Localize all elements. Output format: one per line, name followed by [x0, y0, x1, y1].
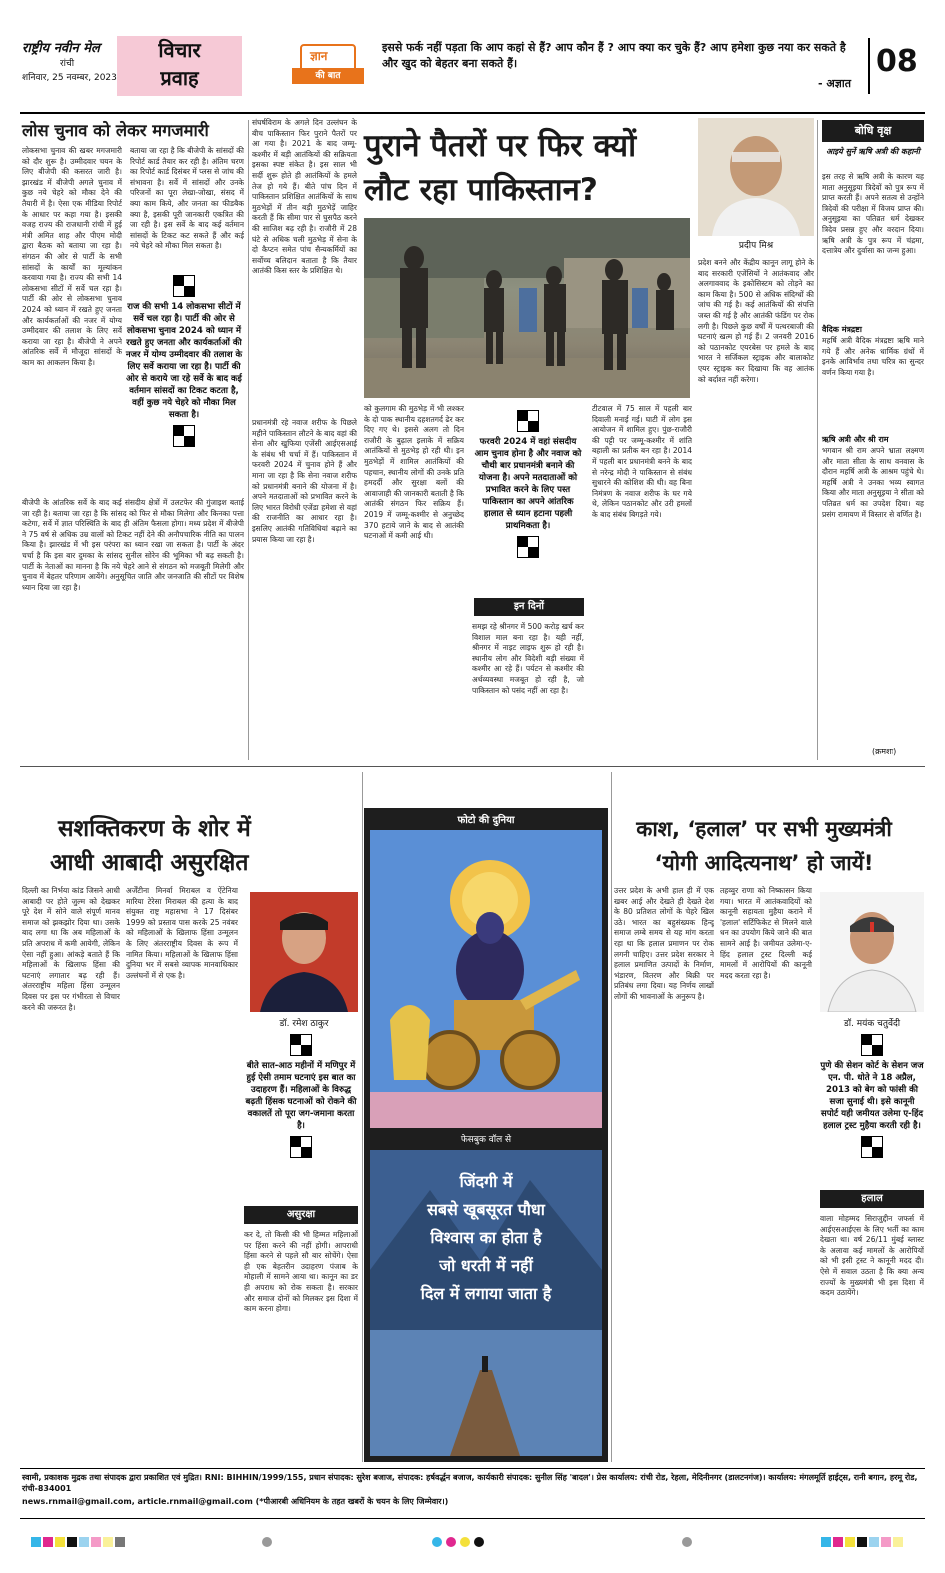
poem-card: [370, 1150, 602, 1456]
photo-feature: [364, 808, 608, 1462]
color-swatches: [820, 1532, 904, 1551]
article-body: तहव्वुर राणा को निष्कासन किया गया। भारत में आतंकवादियों को कानूनी सहायता मुहैया कराने में 'हलाल' सर्टिफिकेट से मिलने वाले धन का उपयोग किये जाने की बात सामने आई है। जमीयत उलेमा-ए-हिंद हलाल ट्रस्ट दिल्ली कई मामलों में आरोपियों की कानूनी मदद करता रहा है।: [720, 886, 812, 980]
article-quote: [124, 275, 244, 447]
article-headline-2: आधी आबादी असुरक्षित: [50, 850, 249, 876]
article-quote: [244, 1034, 358, 1158]
pull-quote: बीते सात-आठ महीनों में मणिपुर में हुई ऐसी तमाम घटनाएं इस बात का उदाहरण हैं। महिलाओं के विरुद्ध बढ़ती हिंसक घटनाओं को रोकने की वकालतें तो पूरा जग-जमाना करता है।: [245, 1061, 357, 1131]
section-label-top: विचार: [158, 38, 201, 62]
quote-mark-icon: [290, 1034, 312, 1056]
article-body: प्रदेश बनने और केंद्रीय कानून लागू होने के बाद सरकारी एजेंसियों ने आतंकवाद और अलगाववाद के इकोसिस्टम को तोड़ने का काम किया है। 500 से अधिक संदिग्धों की जांच की गई है। कई आतंकियों की संपत्ति जब्त की गई है और आतंकी फंडिंग पर रोक लगी है। पिछले कुछ वर्षों में पत्थरबाजी की घटनाएं खत्म हो गई हैं। 2 जनवरी 2016 को पठानकोट एयरबेस पर हमले के बाद भारत ने सर्जिकल स्ट्राइक और बालाकोट एयर स्ट्राइक कर दिखाया कि वह आतंक को बर्दाश्त नहीं करेगा।: [698, 258, 814, 384]
article-quote: [820, 1034, 924, 1158]
poem-line: विश्वास का होता है: [430, 1228, 542, 1247]
article-body: दिल्ली का निर्भया कांड जिसने आधी आबादी पर होते जुल्म को देखकर पूरे देश में सोने वाले संपूर्ण मानव समाज को झकझोर दिया था। उसके बाद लगा था कि अब महिलाओं के प्रति अपराध में कमी आयेगी, लेकिन ऐसा नहीं हुआ। आंकड़े बताते हैं कि महिलाओं के खिलाफ हिंसा की घटनाएं लगातार बढ़ रही हैं। अंतरराष्ट्रीय महिला हिंसा उन्मूलन दिवस पर इस पर गंभीरता से विचार करने की जरूरत है।: [22, 886, 120, 1012]
article-headline: लोस चुनाव को लेकर मगजमारी: [22, 121, 209, 140]
footer-imprint: [22, 1472, 924, 1507]
column-subtitle: आइये सुनें ऋषि अत्री की कहानी: [826, 147, 920, 156]
book-icon: [300, 44, 356, 70]
column-body: भगवान श्री राम अपने भ्राता लक्ष्मण और माता सीता के साथ वनवास के दौरान महर्षि अत्री के आश्रम पहुंचे थे। महर्षि अत्री ने उनका भव्य स्वागत किया और माता अनुसूइया ने सीता को पतिव्रत धर्म का उपदेश दिया। यह प्रसंग रामायण में विस्तार से वर्णित है।: [822, 446, 924, 519]
author-name: डॉ. रमेश ठाकुर: [279, 1019, 329, 1029]
quote-mark-icon: [173, 275, 195, 297]
bodh-vriksh-column: [822, 120, 924, 760]
poem-line: जो धरती में नहीं: [439, 1256, 533, 1275]
pull-quote: राज की सभी 14 लोकसभा सीटों में सर्वे चल रहा है। पार्टी की ओर से लोकसभा चुनाव 2024 को ध्यान में रखते हुए जनता और कार्यकर्ताओं की नजर में योग्य उम्मीदवार की तलाश के लिए सर्वे कराया जा रहा है। पार्टी की ओर से कराये जा रहे सर्वे के बाद कई वर्तमान सांसदों का टिकट कटता है, वहीं कुछ नये चेहरे को मौका मिल सकता है।: [125, 302, 243, 420]
article-headline-1: पुराने पैतरों पर फिर क्यों: [364, 128, 637, 164]
author-portrait: [698, 118, 814, 236]
quote-mark-icon: [517, 410, 539, 432]
article-headline-2: लौट रहा पाकिस्तान?: [364, 172, 598, 208]
gyan-logo-bottom: की बात: [292, 68, 364, 84]
article-body: बीजेपी के आंतरिक सर्वे के बाद कई संसदीय क्षेत्रों में उलटफेर की गुंजाइश बताई जा रही है। बताया जा रहा है कि सांसद को फिर से मौका मिलेगा और किनका पत्ता कटेगा, सर्वे में ज्ञात परिस्थिति के बाद ही अंतिम फैसला होगा। मध्य प्रदेश में बीजेपी ने 75 वर्ष से अधिक उम्र वालों को टिकट नहीं देने की अनौपचारिक नीति का पालन किया है। झारखंड में भी इस परंपरा का ध्यान रखा जा सकता है। पार्टी के अंदर चर्चा है कि इस बार दुमका के सांसद सुनील सोरेन की भूमिका भी बढ़ सकती है। पार्टी के नेताओं का मानना है कि नये चेहरे आने से संगठन को मजबूती मिलेगी और चुनाव में बेहतर परिणाम आयेंगे। अनुसूचित जाति और जनजाति की सीटों पर विशेष ध्यान दिया जा रहा है।: [22, 498, 244, 592]
masthead-quote: इससे फर्क नहीं पड़ता कि आप कहां से हैं? आप कौन हैं ? आप क्या कर चुके हैं? आप हमेशा कुछ नया कर सकते है और खुद को बेहतर बना सकते हैं।: [382, 41, 846, 70]
column-body: महर्षि अत्री वैदिक मंत्रद्रष्टा ऋषि माने गये हैं और अनेक धार्मिक ग्रंथों में इनके आविर्भाव तथा चरित्र का सुन्दर वर्णन किया गया है।: [822, 336, 924, 377]
photo-feature-title: फोटो की दुनिया: [457, 815, 515, 826]
column-tag: इन दिनों: [474, 598, 584, 616]
article-body: बताया जा रहा है कि बीजेपी के सांसदों की रिपोर्ट कार्ड तैयार कर रही है। अंतिम चरण का रिपोर्ट कार्ड दिसंबर में प्लस से जांच की संभावना है। सर्वे में सांसदों और उनके परिजनों का पूरा लेखा-जोखा, संसद में क्या काम किये, और जनता का फीडबैक क्या है, इसकी पूरी जानकारी एकत्रित की जा रही है। इस सर्वे के बाद कई वर्तमान सांसदों के टिकट कट सकते हैं और कई नये चेहरे को मौका मिल सकता है।: [130, 146, 244, 251]
soldiers-illustration: [364, 218, 690, 398]
column-title: बोधि वृक्ष: [822, 120, 924, 142]
pull-quote: फरवरी 2024 में वहां संसदीय आम चुनाव होना है और नवाज को चौथी बार प्रधानमंत्री बनाने की योजना है। अपने मतदाताओं को प्रभावित करने के लिए पस्त पाकिस्तान का अपने आंतरिक हालात से ध्यान हटाना पहली प्राथमिकता है।: [474, 437, 582, 531]
registration-dot: [260, 1532, 274, 1551]
column-credit: (क्रमशः): [872, 747, 897, 756]
author-photo: [250, 892, 358, 1012]
article-headline-1: सशक्तिकरण के शोर में: [58, 816, 251, 842]
poem-line: सबसे खूबसूरत पौधा: [427, 1200, 545, 1219]
author-photo: [698, 118, 814, 236]
article-body: को कुलगाम की मुठभेड़ में भी लश्कर के दो पाक स्थानीय दहशतगर्द ढेर कर दिए गए थे। इससे अलग तो दिन राजौरी के बुढ़ाल इलाके में सक्रिय आतंकियों से मुठभेड़ हो रही थी। इन मुठभेड़ों में शामिल आतंकियों की पहचान, स्थानीय लोगों की उनके प्रति हमदर्दी और सुरक्षा बलों की आवाजाही की जानकारी बताती है कि आतंकी संगठन फिर सक्रिय हैं। 2019 में जम्मू-कश्मीर से अनुच्छेद 370 हटाये जाने के बाद से आतंकी घटनाओं में कमी आई थी।: [364, 404, 464, 541]
city: रांची: [60, 59, 75, 69]
photo-caption: फेसबुक वॉल से: [460, 1135, 512, 1145]
article-body: प्रधानमंत्री रहे नवाज शरीफ के पिछले महीने पाकिस्तान लौटने के बाद वहां की सेना और खुफिया एजेंसी आईएसआई के संबंध भी चर्चा में हैं। पाकिस्तान में फरवरी 2024 में चुनाव होने हैं और माना जा रहा है कि सेना नवाज शरीफ को प्रधानमंत्री बनाने की योजना में है। अपने मतदाताओं को प्रभावित करने के लिए भारत विरोधी एजेंडा हमेशा से वहां की राजनीति का आधार रहा है। इसलिए आतंकी गतिविधियां बढ़ाने का प्रयास किया जा रहा है।: [252, 418, 357, 544]
registration-dot: [680, 1532, 694, 1551]
article-body: समझ रहे श्रीनगर में 500 करोड़ खर्च कर विशाल माल बना रहा है। यही नहीं, श्रीनगर में नाइट लाइफ शुरू हो रही है। स्थानीय लोग और विदेशी बड़ी संख्या में कश्मीर आ रहे हैं। पर्यटन से कश्मीर की अर्थव्यवस्था मजबूत हो रही है, जो पाकिस्तान को पसंद नहीं आ रहा है।: [472, 622, 584, 695]
article-body: अर्जेंटीना मिनर्वा मिराबल व ऐंटेनिया मारिया टेरेसा मिराबल की हत्या के बाद संयुक्त राष्ट्र महासभा ने 17 दिसंबर 1999 को प्रस्ताव पास करके 25 नवंबर को महिलाओं के खिलाफ हिंसा उन्मूलन के लिए अंतरराष्ट्रीय दिवस के रूप में नामित किया। महिलाओं के खिलाफ हिंसा दुनिया भर में सबसे व्यापक मानवाधिकार उल्लंघनों में से एक है।: [126, 886, 238, 980]
article-quote: [472, 410, 584, 558]
section-label: [117, 36, 242, 96]
quote-mark-icon: [517, 536, 539, 558]
color-registration-strip: [20, 1530, 925, 1550]
gyan-logo-top: ज्ञान: [310, 49, 328, 63]
author-name: प्रदीप मिश्र: [738, 241, 774, 251]
issue-date: शनिवार, 25 नवम्बर, 2023: [22, 73, 117, 83]
article-body: वाला मोहम्मद सिराजुद्दीन जफर्स में आईएसआईएस के लिए भर्ती का काम देखता था। वर्ष 26/11 मुंबई ब्लास्ट के अलावा कई मामलों के आरोपियों को भी इसी ट्रस्ट ने कानूनी मदद दी। ऐसे में सवाल उठता है कि क्या अन्य राज्यों के मुख्यमंत्री भी इस दिशा में कदम उठायेंगे।: [820, 1214, 924, 1298]
masthead: [0, 0, 945, 100]
article-body: उत्तर प्रदेश के अभी हाल ही में एक खबर आई और देखते ही देखते देश के 80 प्रतिशत लोगों के चेहरे खिल उठे। भारत का बहुसंख्यक हिन्दू समाज लम्बे समय से यह मांग करता रहा था कि हलाल प्रमाणन पर रोक लगनी चाहिए। उत्तर प्रदेश सरकार ने हलाल प्रमाणित उत्पादों के निर्माण, भंडारण, वितरण और बिक्री पर प्रतिबंध लगा दिया। यह निर्णय लाखों लोगों की भावनाओं के अनुरूप है।: [614, 886, 714, 1001]
author-portrait: [250, 892, 358, 1012]
quote-mark-icon: [861, 1034, 883, 1056]
article-loksabha: [22, 120, 244, 760]
article-body: कर दे, तो किसी की भी हिम्मत महिलाओं पर हिंसा करने की नहीं होगी। आपराधी हिंसा करने से पहले सौ बार सोचेंगे। ऐसा ही एक बेहतरीन उदाहरण पंजाब के मोहाली में सामने आया था। कानून का डर ही अपराध को रोक सकता है। सरकार और समाज दोनों को मिलकर इस दिशा में काम करना होगा।: [244, 1230, 358, 1314]
deity-chariot-image: [370, 830, 602, 1128]
quote-mark-icon: [290, 1136, 312, 1158]
registration-dots: [430, 1532, 486, 1551]
author-portrait: [820, 892, 924, 1012]
article-headline-2: ‘योगी आदित्यनाथ’ हो जायें!: [654, 851, 874, 875]
author-name: डॉ. मयंक चतुर्वेदी: [843, 1019, 901, 1029]
page-number: 08: [876, 44, 918, 79]
column-tag: हलाल: [820, 1190, 924, 1208]
article-women-safety: [22, 772, 358, 1462]
article-headline-1: काश, ‘हलाल’ पर सभी मुख्यमंत्री: [636, 817, 892, 841]
soldiers-photo: [364, 218, 690, 398]
poem-line: दिल में लगाया जाता है: [420, 1284, 552, 1303]
contact-text: news.rnmail@gmail.com, article.rnmail@gmail.com (*पीआरबी अधिनियम के तहत खबरों के चयन के लिए जिम्मेवार।): [22, 1497, 449, 1506]
color-swatches: [30, 1532, 126, 1551]
article-halal: [614, 772, 924, 1462]
article-body: लोकसभा चुनाव की खबर मगजमारी को दौर शुरू है। उम्मीदवार चयन के लिए बीजेपी की कसरत जारी है। झारखंड में बीजेपी अगले चुनाव में कुछ नये चेहरे को मौका देने की तैयारी में है। ऐसा एक मीडिया रिपोर्ट के आधार पर कहा गया है। इसकी वजह राज्य की राजधानी रांची में हुई मंत्री अमित शाह और पीएम मोदी द्वारा बैठक को बताया जा रहा है। संगठन की ओर से पार्टी के सभी सांसदों के कार्यों का मूल्यांकन करवाया गया है। राज्य की सभी 14 लोकसभा सीटों में सर्वे चल रहा है। पार्टी की ओर से लोकसभा चुनाव 2024 को ध्यान में रखते हुए जनता और कार्यकर्ताओं की नजर में योग्य उम्मीदवार की तलाश के लिए सर्वे कराया जा रहा है। बीजेपी ने अपने आंतरिक सर्वे में मौजूदा सांसदों के काम का आकलन किया है।: [22, 146, 122, 367]
article-body: टीटवाल में 75 साल में पहली बार दिवाली मनाई गई। घाटी में लोग इस आयोजन में शामिल हुए। पुंछ-राजौरी की पट्टी पर जम्मू-कश्मीर में शांति बहाली का प्रतीक बन रहा है। 2014 में पहली बार प्रधानमंत्री बनने के बाद से नरेन्द्र मोदी ने पाकिस्तान से संबंध सुधारने की कोशिश की थी। वह बिना निमंत्रण के नवाज शरीफ के घर गये थे, लेकिन पठानकोट और उरी हमलों के बाद संबंध बिगड़ते गये।: [592, 404, 692, 519]
column-body: इस तरह से ऋषि अत्री के कारण यह माता अनुसूइया त्रिदेवों को पुत्र रूप में प्राप्त करती हैं। अपने सतत्व से उन्होंने त्रिदेवों की परीक्षा में विजय प्राप्त की। अनुसूइया का पतिव्रत धर्म देखकर त्रिदेव प्रसन्न हुए और वरदान दिया। ऋषि अत्री के पुत्र रूप में चंद्रमा, दत्तात्रेय और दुर्वासा का जन्म हुआ।: [822, 172, 924, 256]
column-tag: असुरक्षा: [244, 1206, 358, 1224]
poem-line: जिंदगी में: [459, 1172, 513, 1191]
pull-quote: पुणे की सेशन कोर्ट के सेशन जज एन. पी. धोते ने 18 अप्रैल, 2013 को बेग को फांसी की सजा सुनाई थी। इसे कानूनी सपोर्ट यही जमीयत उलेमा ए-हिंद हलाल ट्रस्ट मुहैया करती रही है।: [820, 1061, 924, 1131]
brand-name: राष्ट्रीय नवीन मेल: [22, 41, 100, 56]
imprint-text: स्वामी, प्रकाशक मुद्रक तथा संपादक द्वारा प्रकाशित एवं मुद्रित। RNI: BIHHIN/1999/155, प्रधान संपादक: सुरेश बजाज, संपादक: हर्षवर्द्धन बजाज, कार्यकारी संपादक: सुनील सिंह 'बादल'। प्रेस कार्यालय: रांची रोड, रेहला, मेदिनीनगर (डालटनगंज)। कार्यालय: मंगलमूर्ति हाईट्स, रानी बगान, हरमू रोड, रांची-834001: [22, 1473, 918, 1493]
quote-mark-icon: [861, 1136, 883, 1158]
column-subhead: वैदिक मंत्रद्रष्टा: [822, 325, 862, 334]
deity-illustration: [370, 830, 602, 1128]
article-pakistan: [252, 118, 814, 763]
author-photo: [820, 892, 924, 1012]
quote-mark-icon: [173, 425, 195, 447]
gyan-logo: [292, 44, 364, 86]
section-label-bottom: प्रवाह: [160, 66, 199, 90]
quote-author: - अज्ञात: [818, 77, 851, 90]
article-body: संघर्षविराम के अगले दिन उल्लंघन के बीच पाकिस्तान फिर पुराने पैतरों पर आ गया है। 2021 के बाद जम्मू-कश्मीर में बड़ी आतंकियों की सक्रियता इसका स्पष्ट संकेत है। इस साल भी सर्दी शुरू होते ही आतंकियों के हमले तेज हो गये हैं। बीते पांच दिन में पाकिस्तान प्रशिक्षित आतंकियों के साथ मुठभेड़ों में तीन बड़ी मुठभेड़ें जाहिर करती हैं कि सीमा पार से घुसपैठ करने की साजिश बढ़ रही है। राजौरी में 28 घंटे से अधिक चली मुठभेड़ में सेना के दो कैप्टन समेत पांच सैन्यकर्मियों का सर्वोच्च बलिदान बताता है कि तैयार आतंकी किस स्तर के प्रशिक्षित थे।: [252, 118, 357, 276]
column-subhead: ऋषि अत्री और श्री राम: [822, 435, 889, 444]
